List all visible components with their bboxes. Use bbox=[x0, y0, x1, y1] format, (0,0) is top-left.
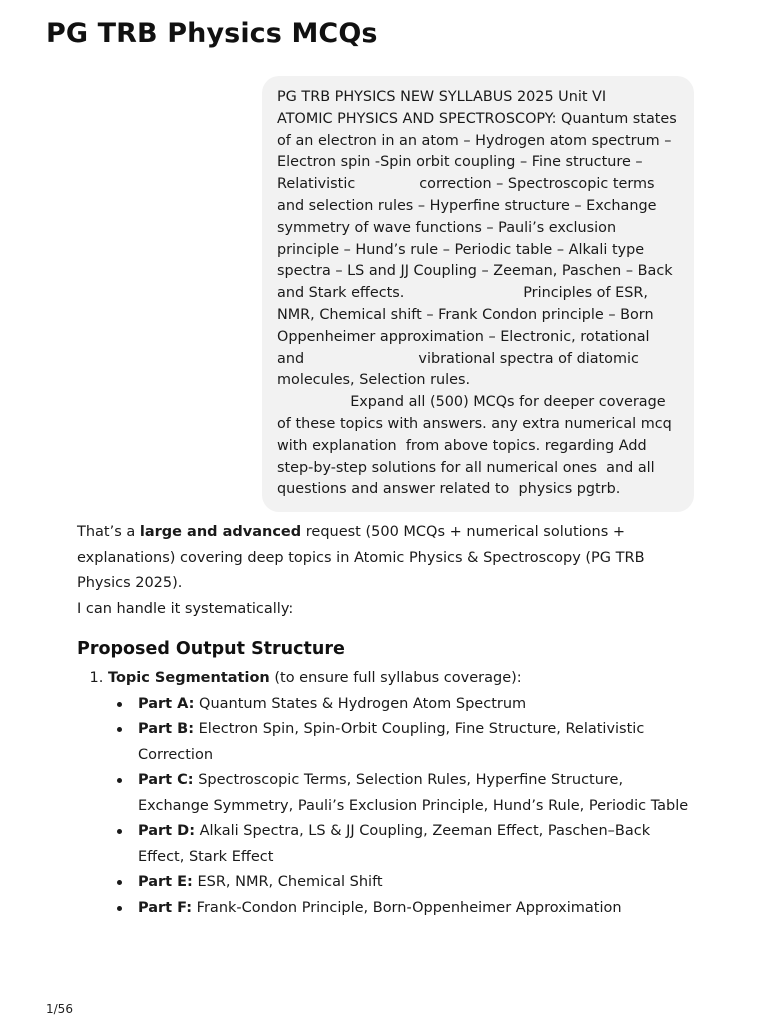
user-message-bubble: PG TRB PHYSICS NEW SYLLABUS 2025 Unit VI ATOMIC PHYSICS AND SPECTROSCOPY: Quantum states of an electron in an atom – Hydrogen atom spectrum – Electron spin -Spin orbit coupling – Fine structure – Relativistic correction – Spectroscopic terms and selection rules – Hyperfine structure – Exchange symmetry of wave functions – Pauli’s exclusion principle – Hund’s rule – Periodic table – Alkali type spectra – LS and JJ Coupling – Zeeman, Paschen – Back and Stark effects. Principles of ESR, NMR, Chemical shift – Frank Condon principle – Born Oppenheimer approximation – Electronic, rotational and vibrational spectra of diatomic molecules, Selection rules. Expand all (500) MCQs for deeper coverage of these topics with answers. any extra numerical mcq with explanation from above topics. regarding Add step-by-step solutions for all numerical ones and all questions and answer related to physics pgtrb. bbox=[262, 76, 694, 512]
list-item: Part E: ESR, NMR, Chemical Shift bbox=[138, 870, 697, 896]
parts-list bbox=[108, 692, 697, 922]
assistant-response bbox=[77, 520, 697, 921]
intro-emphasis: large and advanced bbox=[139, 524, 302, 540]
page-number: 1/56 bbox=[46, 1002, 73, 1016]
list-item: Part C: Spectroscopic Terms, Selection Rules, Hyperfine Structure, Exchange Symmetry, Pauli’s Exclusion Principle, Hund’s Rule, Periodic Table bbox=[138, 768, 697, 819]
section-heading: Proposed Output Structure bbox=[77, 639, 345, 659]
list-item: Part A: Quantum States & Hydrogen Atom Spectrum bbox=[138, 692, 697, 718]
steps-list bbox=[77, 666, 697, 921]
list-item: Part D: Alkali Spectra, LS & JJ Coupling, Zeeman Effect, Paschen–Back Effect, Stark Effect bbox=[138, 819, 697, 870]
step-item: 1. Topic Segmentation (to ensure full syllabus coverage): Part A: Quantum States & Hydrogen Atom Spectrum Part B: Electron Spin, Spin-Orbit Coupling, Fine Structure, Relativistic Correction Part C: Spectroscopic Terms, Selection Rules, Hyperfine Structure, Exchange Symmetry, Pauli’s Exclusion Principle, Hund’s Rule, Periodic Table Part D: Alkali Spectra, LS & JJ Coupling, Zeeman Effect, Paschen–Back Effect, Stark Effect Part E: ESR, NMR, Chemical Shift Part F: Frank-Condon Principle, Born-Oppenheimer Approximation bbox=[108, 666, 697, 921]
step-title: Topic Segmentation bbox=[108, 670, 270, 686]
list-item: Part F: Frank-Condon Principle, Born-Oppenheimer Approximation bbox=[138, 896, 697, 922]
intro-paragraph: That’s a large and advanced request (500 MCQs + numerical solutions + explanations) covering deep topics in Atomic Physics & Spectroscopy (PG TRB Physics 2025). bbox=[77, 524, 645, 591]
page-title: PG TRB Physics MCQs bbox=[46, 18, 378, 49]
intro-line-2: I can handle it systematically: bbox=[77, 600, 294, 617]
list-item: Part B: Electron Spin, Spin-Orbit Coupling, Fine Structure, Relativistic Correction bbox=[138, 717, 697, 768]
